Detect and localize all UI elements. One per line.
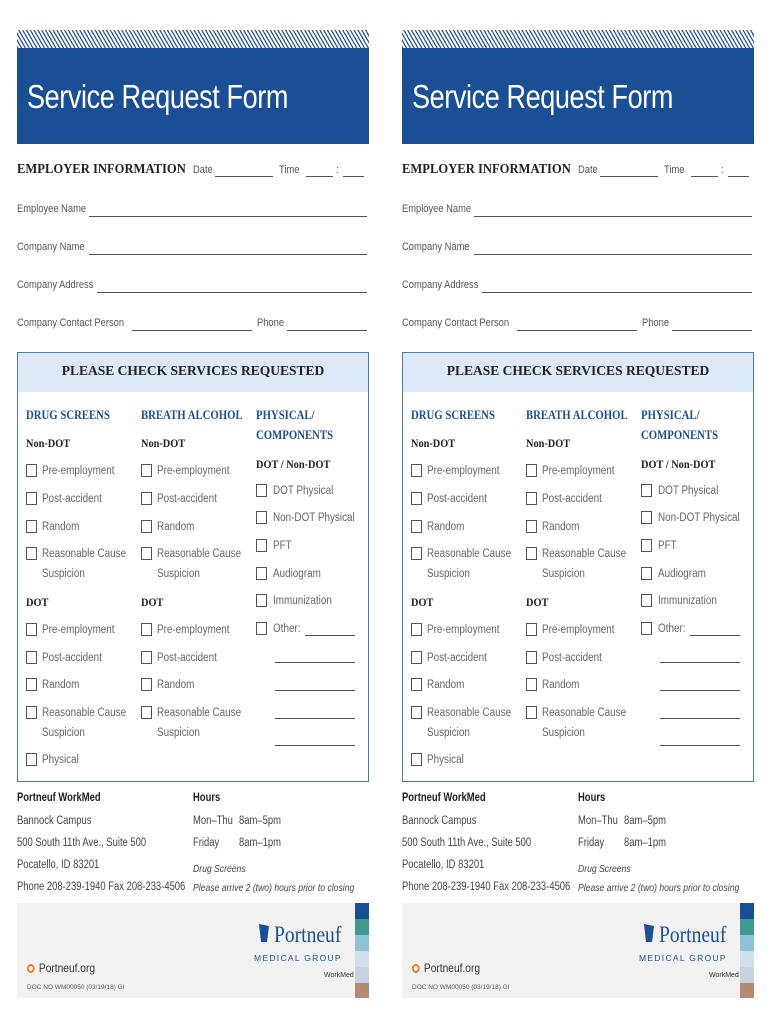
footer-bar-3 [740,935,754,951]
company-contact-label: Company Contact Person [402,317,510,329]
drug-nondot-random-label: Random [42,521,80,533]
breath-dot-pre-employment-checkbox[interactable] [526,623,537,636]
footer-bar-4 [740,951,754,967]
other-field[interactable] [690,635,740,636]
breath-dot-random-label: Random [157,679,195,691]
dot-physical-checkbox[interactable] [256,484,267,497]
company-address-label: Company Address [402,279,479,291]
drug-dot-pre-employment-label: Pre-employment [427,624,500,636]
footer-bar-2 [740,919,754,935]
services-header [18,353,368,392]
company-name-label: Company Name [17,241,85,253]
other-checkbox[interactable] [256,622,267,635]
drug-dot-post-accident-checkbox[interactable] [411,651,422,664]
doc-number: DOC NO WM00050 (03/19/18) GI [412,984,510,991]
pft-checkbox[interactable] [256,539,267,552]
date-label: Date [578,164,598,176]
date-field[interactable] [600,176,658,177]
company-name-row [402,241,754,257]
company-name-label: Company Name [402,241,470,253]
breath-dot-reasonable-cause-label: Reasonable Cause [542,707,627,719]
breath-nondot-reasonable-cause-checkbox[interactable] [141,547,152,560]
footer-bar-2 [355,919,369,935]
employee-name-row [17,203,369,219]
non-dot-physical-checkbox[interactable] [256,511,267,524]
breath-nondot-random-label: Random [157,521,195,533]
drug-dot-reasonable-cause-checkbox[interactable] [411,706,422,719]
drug-non-dot-heading: Non-DOT [26,436,71,450]
drug-note-title: Drug Screens [578,863,631,875]
breath-dot-pre-employment-label: Pre-employment [157,624,230,636]
company-name-row [17,241,369,257]
hours-days-1: Mon–Thu [193,815,233,827]
services-header [403,353,753,392]
time-minute-field[interactable] [343,176,364,177]
other-field-line-5[interactable] [275,745,355,746]
footer [17,903,369,998]
drug-non-dot-heading: Non-DOT [411,436,456,450]
drug-dot-reasonable-cause-label: Reasonable Cause [42,707,127,719]
footer-bar-1 [355,903,369,919]
audiogram-checkbox[interactable] [256,567,267,580]
phone-field[interactable] [287,330,367,331]
company-contact-field[interactable] [517,330,637,331]
header-stripes [402,30,754,48]
other-label: Other: [273,623,301,635]
drug-dot-pre-employment-checkbox[interactable] [411,623,422,636]
breath-nondot-post-accident-checkbox[interactable] [526,492,537,505]
dot-physical-label: DOT Physical [273,485,334,497]
physical-dot-non-dot-heading: DOT / Non-DOT [256,457,331,471]
other-checkbox[interactable] [641,622,652,635]
hours-days-2: Friday [578,837,605,849]
audiogram-label: Audiogram [273,568,321,580]
footer-bar-5 [740,967,754,983]
breath-dot-random-checkbox[interactable] [141,678,152,691]
hours-title: Hours [193,792,221,804]
time-separator: : [721,164,724,176]
drug-nondot-suspicion-label: Suspicion [427,568,470,580]
breath-nondot-pre-employment-checkbox[interactable] [141,464,152,477]
drug-dot-random-checkbox[interactable] [26,678,37,691]
physical-dot-non-dot-heading: DOT / Non-DOT [641,457,716,471]
breath-dot-post-accident-checkbox[interactable] [141,651,152,664]
hours-time-1: 8am–5pm [239,815,281,827]
drug-dot-reasonable-cause-checkbox[interactable] [26,706,37,719]
logo-mark-icon [642,922,658,944]
address: 500 South 11th Ave., Suite 500 [17,837,147,849]
drug-note-title: Drug Screens [193,863,246,875]
breath-dot-post-accident-label: Post-accident [542,652,602,664]
website-icon [412,964,420,973]
breath-dot-reasonable-cause-label: Reasonable Cause [157,707,242,719]
portneuf-logo [639,920,739,992]
footer [402,903,754,998]
drug-nondot-post-accident-label: Post-accident [427,493,487,505]
employee-name-field[interactable] [89,216,367,217]
employee-name-field[interactable] [474,216,752,217]
hours-title: Hours [578,792,606,804]
services-box [17,352,369,782]
employee-name-row [402,203,754,219]
company-address-row [17,279,369,295]
drug-dot-pre-employment-label: Pre-employment [42,624,115,636]
other-field-line-4[interactable] [660,718,740,719]
drug-dot-random-checkbox[interactable] [411,678,422,691]
physical-title-1: PHYSICAL/ [641,408,700,422]
dot-physical-checkbox[interactable] [641,484,652,497]
hours-time-2: 8am–1pm [624,837,666,849]
drug-nondot-reasonable-cause-checkbox[interactable] [26,547,37,560]
other-field-line-5[interactable] [660,745,740,746]
phone-label: Phone [257,317,285,329]
drug-nondot-pre-employment-checkbox[interactable] [411,464,422,477]
breath-alcohol-title: BREATH ALCOHOL [141,408,243,422]
drug-dot-physical-label: Physical [427,754,464,766]
employer-row [17,159,369,179]
breath-nondot-pre-employment-label: Pre-employment [542,465,615,477]
immunization-label: Immunization [273,595,332,607]
time-label: Time [664,164,685,176]
logo-workmed: WorkMed [324,972,354,979]
logo-group: MEDICAL GROUP [254,953,342,963]
immunization-checkbox[interactable] [641,594,652,607]
drug-nondot-random-checkbox[interactable] [411,520,422,533]
company-contact-field[interactable] [132,330,252,331]
service-request-form-right [402,30,754,998]
drug-dot-suspicion-label: Suspicion [427,727,470,739]
drug-nondot-post-accident-checkbox[interactable] [411,492,422,505]
breath-dot-reasonable-cause-checkbox[interactable] [141,706,152,719]
logo-name: Portneuf [659,922,727,947]
breath-dot-heading: DOT [141,595,164,609]
logo-group: MEDICAL GROUP [639,953,727,963]
drug-dot-post-accident-label: Post-accident [427,652,487,664]
logo-workmed: WorkMed [709,972,739,979]
time-separator: : [336,164,339,176]
drug-nondot-random-label: Random [427,521,465,533]
breath-nondot-reasonable-cause-checkbox[interactable] [526,547,537,560]
company-name-field[interactable] [89,254,367,255]
hours-days-1: Mon–Thu [578,815,618,827]
phone-fax: Phone 208-239-1940 Fax 208-233-4506 [402,881,571,893]
other-field-line-3[interactable] [275,690,355,691]
logo-mark-icon [257,922,273,944]
org-name: Portneuf WorkMed [17,792,101,804]
title-banner [402,48,754,144]
pft-label: PFT [658,540,677,552]
hours-time-2: 8am–1pm [239,837,281,849]
drug-dot-pre-employment-checkbox[interactable] [26,623,37,636]
drug-nondot-reasonable-cause-checkbox[interactable] [411,547,422,560]
footer-bar-1 [740,903,754,919]
drug-nondot-post-accident-label: Post-accident [42,493,102,505]
non-dot-physical-checkbox[interactable] [641,511,652,524]
services-box [402,352,754,782]
drug-dot-physical-checkbox[interactable] [26,753,37,766]
pft-label: PFT [273,540,292,552]
breath-dot-pre-employment-label: Pre-employment [542,624,615,636]
employer-row [402,159,754,179]
breath-alcohol-title: BREATH ALCOHOL [526,408,628,422]
other-field-line-2[interactable] [275,662,355,663]
drug-dot-physical-checkbox[interactable] [411,753,422,766]
title-banner [17,48,369,144]
campus: Bannock Campus [402,815,477,827]
time-minute-field[interactable] [728,176,749,177]
breath-dot-post-accident-checkbox[interactable] [526,651,537,664]
breath-nondot-pre-employment-label: Pre-employment [157,465,230,477]
breath-dot-post-accident-label: Post-accident [157,652,217,664]
drug-nondot-reasonable-cause-label: Reasonable Cause [42,548,127,560]
company-contact-row [17,317,369,333]
breath-nondot-reasonable-cause-label: Reasonable Cause [542,548,627,560]
employer-title: EMPLOYER INFORMATION [402,162,571,177]
date-field[interactable] [215,176,273,177]
immunization-checkbox[interactable] [256,594,267,607]
footer-bar-3 [355,935,369,951]
drug-dot-heading: DOT [26,595,49,609]
drug-dot-heading: DOT [411,595,434,609]
employee-name-label: Employee Name [402,203,472,215]
drug-note-text: Please arrive 2 (two) hours prior to closing [193,882,355,894]
breath-dot-heading: DOT [526,595,549,609]
drug-dot-reasonable-cause-label: Reasonable Cause [427,707,512,719]
footer-bar-4 [355,951,369,967]
footer-bar-6 [740,983,754,998]
doc-number: DOC NO WM00050 (03/19/18) GI [27,984,125,991]
hours-days-2: Friday [193,837,220,849]
drug-nondot-reasonable-cause-label: Reasonable Cause [427,548,512,560]
employer-title: EMPLOYER INFORMATION [17,162,186,177]
breath-dot-reasonable-cause-checkbox[interactable] [526,706,537,719]
company-address-field[interactable] [482,292,752,293]
time-hour-field[interactable] [691,176,718,177]
breath-nondot-reasonable-cause-label: Reasonable Cause [157,548,242,560]
breath-nondot-post-accident-checkbox[interactable] [141,492,152,505]
drug-screens-title: DRUG SCREENS [26,408,110,422]
company-contact-row [402,317,754,333]
non-dot-physical-label: Non-DOT Physical [658,512,740,524]
drug-nondot-suspicion-label: Suspicion [42,568,85,580]
breath-dot-random-label: Random [542,679,580,691]
company-address-label: Company Address [17,279,94,291]
services-title: PLEASE CHECK SERVICES REQUESTED [61,363,325,378]
other-field-line-2[interactable] [660,662,740,663]
form-title: Service Request Form [27,78,288,115]
drug-nondot-pre-employment-label: Pre-employment [427,465,500,477]
breath-non-dot-heading: Non-DOT [526,436,571,450]
other-label: Other: [658,623,686,635]
physical-title-2: COMPONENTS [641,428,719,442]
website-link[interactable]: Portneuf.org [412,961,480,975]
breath-dot-suspicion-label: Suspicion [542,727,585,739]
pft-checkbox[interactable] [641,539,652,552]
drug-nondot-post-accident-checkbox[interactable] [26,492,37,505]
breath-nondot-post-accident-label: Post-accident [157,493,217,505]
services-title: PLEASE CHECK SERVICES REQUESTED [446,363,710,378]
employee-name-label: Employee Name [17,203,87,215]
phone-label: Phone [642,317,670,329]
city: Pocatello, ID 83201 [17,859,100,871]
drug-dot-physical-label: Physical [42,754,79,766]
breath-dot-pre-employment-checkbox[interactable] [141,623,152,636]
website-icon [27,964,35,973]
breath-nondot-suspicion-label: Suspicion [157,568,200,580]
time-hour-field[interactable] [306,176,333,177]
drug-dot-post-accident-checkbox[interactable] [26,651,37,664]
breath-nondot-suspicion-label: Suspicion [542,568,585,580]
logo-name: Portneuf [274,922,342,947]
audiogram-checkbox[interactable] [641,567,652,580]
form-title: Service Request Form [412,78,673,115]
drug-dot-post-accident-label: Post-accident [42,652,102,664]
breath-nondot-random-checkbox[interactable] [526,520,537,533]
immunization-label: Immunization [658,595,717,607]
breath-nondot-post-accident-label: Post-accident [542,493,602,505]
drug-nondot-pre-employment-checkbox[interactable] [26,464,37,477]
drug-nondot-pre-employment-label: Pre-employment [42,465,115,477]
city: Pocatello, ID 83201 [402,859,485,871]
breath-non-dot-heading: Non-DOT [141,436,186,450]
other-field-line-3[interactable] [660,690,740,691]
footer-bar-5 [355,967,369,983]
drug-dot-suspicion-label: Suspicion [42,727,85,739]
breath-dot-suspicion-label: Suspicion [157,727,200,739]
header-stripes [17,30,369,48]
drug-screens-title: DRUG SCREENS [411,408,495,422]
company-name-field[interactable] [474,254,752,255]
other-field[interactable] [305,635,355,636]
service-request-form-left [17,30,369,998]
portneuf-logo [254,920,354,992]
phone-field[interactable] [672,330,752,331]
physical-title-2: COMPONENTS [256,428,334,442]
campus: Bannock Campus [17,815,92,827]
drug-note-text: Please arrive 2 (two) hours prior to closing [578,882,740,894]
drug-dot-random-label: Random [427,679,465,691]
drug-nondot-random-checkbox[interactable] [26,520,37,533]
breath-nondot-random-label: Random [542,521,580,533]
physical-title-1: PHYSICAL/ [256,408,315,422]
audiogram-label: Audiogram [658,568,706,580]
company-address-field[interactable] [97,292,367,293]
breath-nondot-pre-employment-checkbox[interactable] [526,464,537,477]
date-label: Date [193,164,213,176]
dot-physical-label: DOT Physical [658,485,719,497]
breath-dot-random-checkbox[interactable] [526,678,537,691]
company-address-row [402,279,754,295]
time-label: Time [279,164,300,176]
website-link[interactable]: Portneuf.org [27,961,95,975]
other-field-line-4[interactable] [275,718,355,719]
breath-nondot-random-checkbox[interactable] [141,520,152,533]
company-contact-label: Company Contact Person [17,317,125,329]
address: 500 South 11th Ave., Suite 500 [402,837,532,849]
org-name: Portneuf WorkMed [402,792,486,804]
footer-bar-6 [355,983,369,998]
hours-time-1: 8am–5pm [624,815,666,827]
drug-dot-random-label: Random [42,679,80,691]
phone-fax: Phone 208-239-1940 Fax 208-233-4506 [17,881,186,893]
non-dot-physical-label: Non-DOT Physical [273,512,355,524]
